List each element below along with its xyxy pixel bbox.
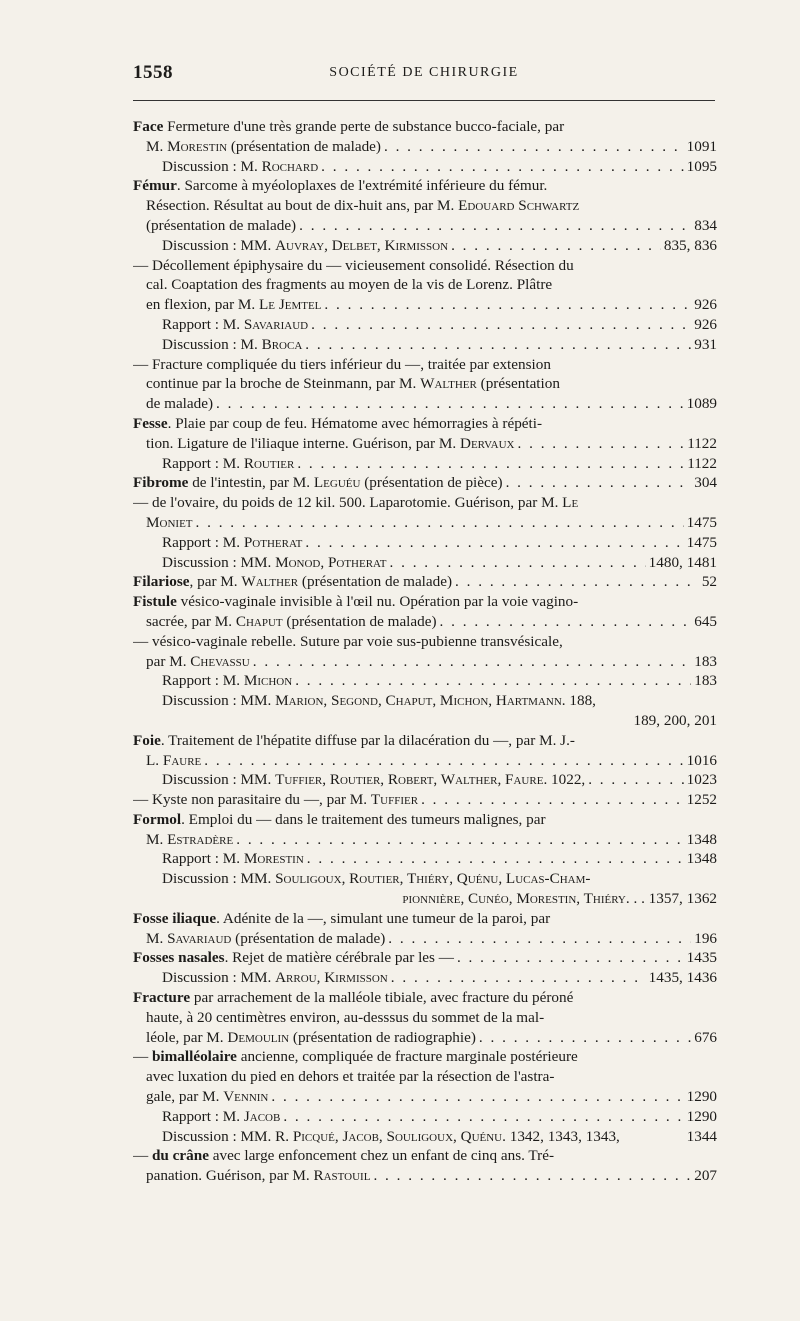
entry-text: Rapport : M. Savariaud: [162, 315, 309, 333]
page-ref: 183: [694, 652, 717, 670]
index-line: [133, 572, 717, 592]
index-line: [133, 830, 717, 850]
entry-text: Discussion : MM. Tuffier, Routier, Robert, Walther, Faure. 1022,: [162, 771, 586, 789]
entry-text: cal. Coaptation des fragments au moyen de la vis de Lorenz. Plâtre: [146, 276, 553, 294]
entry-text: — du crâne avec large enfoncement chez un enfant de cinq ans. Tré-: [133, 1147, 555, 1165]
index-line: [133, 1166, 717, 1186]
header-rule: [133, 100, 715, 101]
entry-text: tion. Ligature de l'iliaque interne. Guérison, par M. Dervaux: [146, 434, 515, 452]
entry-text: Foie. Traitement de l'hépatite diffuse par la dilacération du —, par M. J.-: [133, 731, 575, 749]
page-ref: 304: [694, 474, 717, 492]
page-ref: 207: [694, 1167, 717, 1185]
page-ref: 1095: [686, 157, 717, 175]
entry-text: sacrée, par M. Chaput (présentation de malade): [146, 612, 437, 630]
entry-text: Discussion : M. Rochard: [162, 157, 319, 175]
index-line: [133, 513, 717, 533]
leader-dots: [440, 612, 692, 632]
page-ref: pionnière, Cunéo, Morestin, Thiéry. . . 1357, 1362: [402, 890, 717, 908]
entry-text: L. Faure: [146, 751, 202, 769]
leader-dots: [253, 652, 691, 672]
entry-text: Résection. Résultat au bout de dix-huit ans, par M. Edouard Schwartz: [146, 197, 580, 215]
index-line: [133, 711, 717, 731]
page-ref: 1348: [686, 850, 717, 868]
index-line: [133, 592, 717, 612]
index-line: [133, 770, 717, 790]
page-ref: 52: [701, 573, 717, 591]
page-ref: 645: [694, 612, 717, 630]
entry-text: Rapport : M. Potherat: [162, 533, 303, 551]
index-line: [133, 790, 717, 810]
index-line: [133, 434, 717, 454]
entry-text: — Kyste non parasitaire du —, par M. Tuffier: [133, 791, 419, 809]
index-line: [133, 315, 717, 335]
entry-text: Discussion : MM. Monod, Potherat: [162, 553, 387, 571]
index-line: [133, 612, 717, 632]
entry-text: gale, par M. Vennin: [146, 1088, 269, 1106]
leader-dots: [391, 968, 646, 988]
leader-dots: [271, 1087, 683, 1107]
entry-text: Fémur. Sarcome à myéoloplaxes de l'extrémité inférieure du fémur.: [133, 177, 548, 195]
entry-text: Face Fermeture d'une très grande perte de substance bucco-faciale, par: [133, 118, 565, 135]
page-ref: 1348: [686, 830, 717, 848]
leader-dots: [216, 394, 684, 414]
entry-text: Discussion : MM. Souligoux, Routier, Thiéry, Quénu, Lucas-Cham-: [162, 870, 591, 888]
leader-dots: [305, 533, 683, 553]
entry-text: — Fracture compliquée du tiers inférieur du —, traitée par extension: [133, 355, 551, 373]
page-ref: 1344: [686, 1127, 717, 1145]
page-ref: 1480, 1481: [648, 553, 717, 571]
entry-text: (présentation de malade): [146, 216, 297, 234]
entry-text: Rapport : M. Routier: [162, 454, 295, 472]
page-ref: 196: [694, 929, 717, 947]
entry-text: M. Estradère: [146, 830, 234, 848]
entry-text: Discussion : MM. R. Picqué, Jacob, Souligoux, Quénu. 1342, 1343, 1343,: [162, 1127, 620, 1145]
page-ref: 835, 836: [663, 236, 717, 254]
index-line: [133, 988, 717, 1008]
page-ref: 1089: [686, 395, 717, 413]
entry-text: en flexion, par M. Le Jemtel: [146, 296, 322, 314]
index-line: [133, 1087, 717, 1107]
leader-dots: [283, 1107, 683, 1127]
entry-text: léole, par M. Demoulin (présentation de radiographie): [146, 1028, 476, 1046]
entry-text: — bimalléolaire ancienne, compliquée de fracture marginale postérieure: [133, 1048, 578, 1066]
page-ref: 1252: [686, 791, 717, 809]
entry-text: panation. Guérison, par M. Rastouil: [146, 1167, 371, 1185]
entry-text: Fosses nasales. Rejet de matière cérébrale par les —: [133, 949, 454, 967]
leader-dots: [390, 553, 646, 573]
entry-text: — Décollement épiphysaire du — vicieusement consolidé. Résection du: [133, 256, 574, 274]
leader-dots: [518, 434, 685, 454]
index-line: [133, 275, 717, 295]
index-line: [133, 117, 717, 137]
leader-dots: [311, 315, 691, 335]
page-ref: 1122: [687, 454, 717, 472]
entry-text: Discussion : MM. Arrou, Kirmisson: [162, 969, 388, 987]
entry-text: Fosse iliaque. Adénite de la —, simulant une tumeur de la paroi, par: [133, 909, 551, 927]
entry-text: par M. Chevassu: [146, 652, 250, 670]
entry-text: Fracture par arrachement de la malléole tibiale, avec fracture du péroné: [133, 989, 574, 1007]
leader-dots: [479, 1028, 691, 1048]
index-body: [133, 117, 717, 1186]
index-line: [133, 533, 717, 553]
index-line: [133, 1008, 717, 1028]
entry-text: avec luxation du pied en dehors et traitée par la résection de l'astra-: [146, 1068, 555, 1086]
index-line: [133, 1127, 717, 1147]
leader-dots: [455, 572, 699, 592]
leader-dots: [324, 295, 691, 315]
entry-text: M. Savariaud (présentation de malade): [146, 929, 386, 947]
entry-text: haute, à 20 centimètres environ, au-desssus du sommet de la mal-: [146, 1008, 545, 1026]
index-line: [133, 414, 717, 434]
index-line: [133, 374, 717, 394]
leader-dots: [384, 137, 684, 157]
entry-text: Filariose, par M. Walther (présentation de malade): [133, 573, 453, 591]
index-line: [133, 671, 717, 691]
index-line: [133, 216, 717, 236]
page-ref: 676: [694, 1028, 717, 1046]
index-line: [133, 196, 717, 216]
index-line: [133, 553, 717, 573]
index-line: [133, 176, 717, 196]
index-line: [133, 1107, 717, 1127]
entry-text: — de l'ovaire, du poids de 12 kil. 500. Laparotomie. Guérison, par M. Le: [133, 494, 579, 512]
index-line: [133, 968, 717, 988]
page-ref: 931: [694, 335, 717, 353]
index-line: [133, 1146, 717, 1166]
leader-dots: [421, 790, 684, 810]
page-ref: 1290: [686, 1107, 717, 1125]
index-line: [133, 1047, 717, 1067]
index-line: [133, 1067, 717, 1087]
entry-text: Discussion : MM. Auvray, Delbet, Kirmisson: [162, 236, 449, 254]
index-line: [133, 909, 717, 929]
leader-dots: [204, 751, 683, 771]
index-line: [133, 652, 717, 672]
leader-dots: [295, 671, 691, 691]
entry-text: Formol. Emploi du — dans le traitement des tumeurs malignes, par: [133, 810, 546, 828]
entry-text: Fibrome de l'intestin, par M. Leguéu (présentation de pièce): [133, 474, 503, 492]
index-line: [133, 394, 717, 414]
leader-dots: [457, 948, 684, 968]
page-ref: 183: [694, 672, 717, 690]
leader-dots: [297, 454, 684, 474]
index-line: [133, 948, 717, 968]
entry-text: Rapport : M. Michon: [162, 672, 293, 690]
index-line: [133, 632, 717, 652]
leader-dots: [236, 830, 683, 850]
page-ref: 1475: [686, 533, 717, 551]
entry-text: Rapport : M. Morestin: [162, 850, 304, 868]
entry-text: de malade): [146, 395, 214, 413]
page-ref: 926: [694, 296, 717, 314]
leader-dots: [373, 1166, 691, 1186]
index-line: [133, 1028, 717, 1048]
entry-text: Fesse. Plaie par coup de feu. Hématome avec hémorragies à répéti-: [133, 414, 543, 432]
entry-text: — vésico-vaginale rebelle. Suture par voie sus-pubienne transvésicale,: [133, 632, 563, 650]
index-line: [133, 493, 717, 513]
index-line: [133, 849, 717, 869]
index-line: [133, 137, 717, 157]
entry-text: Fistule vésico-vaginale invisible à l'œil nu. Opération par la voie vagino-: [133, 593, 579, 611]
index-line: [133, 751, 717, 771]
leader-dots: [307, 849, 684, 869]
index-line: [133, 355, 717, 375]
entry-text: Discussion : M. Broca: [162, 335, 303, 353]
page-ref: 1122: [687, 434, 717, 452]
index-line: [133, 295, 717, 315]
index-line: [133, 473, 717, 493]
page-ref: 1435: [686, 949, 717, 967]
index-line: [133, 810, 717, 830]
index-line: [133, 236, 717, 256]
leader-dots: [388, 929, 691, 949]
index-line: [133, 256, 717, 276]
page-ref: 189, 200, 201: [633, 711, 717, 729]
entry-text: M. Morestin (présentation de malade): [146, 137, 381, 155]
running-title: SOCIÉTÉ DE CHIRURGIE: [329, 65, 519, 80]
index-line: [133, 929, 717, 949]
index-line: [133, 157, 717, 177]
leader-dots: [299, 216, 691, 236]
entry-text: Rapport : M. Jacob: [162, 1107, 281, 1125]
page-ref: 1016: [686, 751, 717, 769]
leader-dots: [305, 335, 691, 355]
index-line: [133, 869, 717, 889]
leader-dots: [451, 236, 661, 256]
page-ref: 834: [694, 216, 717, 234]
page-ref: 1290: [686, 1088, 717, 1106]
page-number: 1558: [133, 62, 173, 83]
index-line: [133, 731, 717, 751]
leader-dots: [588, 770, 683, 790]
leader-dots: [321, 157, 683, 177]
page-ref: 1023: [686, 771, 717, 789]
leader-dots: [506, 473, 692, 493]
leader-dots: [196, 513, 684, 533]
page-ref: 1475: [686, 513, 717, 531]
index-line: [133, 691, 717, 711]
entry-text: Moniet: [146, 513, 193, 531]
page-ref: 1435, 1436: [648, 969, 717, 987]
entry-text: continue par la broche de Steinmann, par M. Walther (présentation: [146, 375, 560, 393]
index-line: [133, 335, 717, 355]
index-line: [133, 454, 717, 474]
page-header: [133, 62, 715, 84]
page-ref: 926: [694, 315, 717, 333]
index-line: [133, 889, 717, 909]
page-ref: 1091: [686, 137, 717, 155]
entry-text: Discussion : MM. Marion, Segond, Chaput, Michon, Hartmann. 188,: [162, 692, 596, 710]
